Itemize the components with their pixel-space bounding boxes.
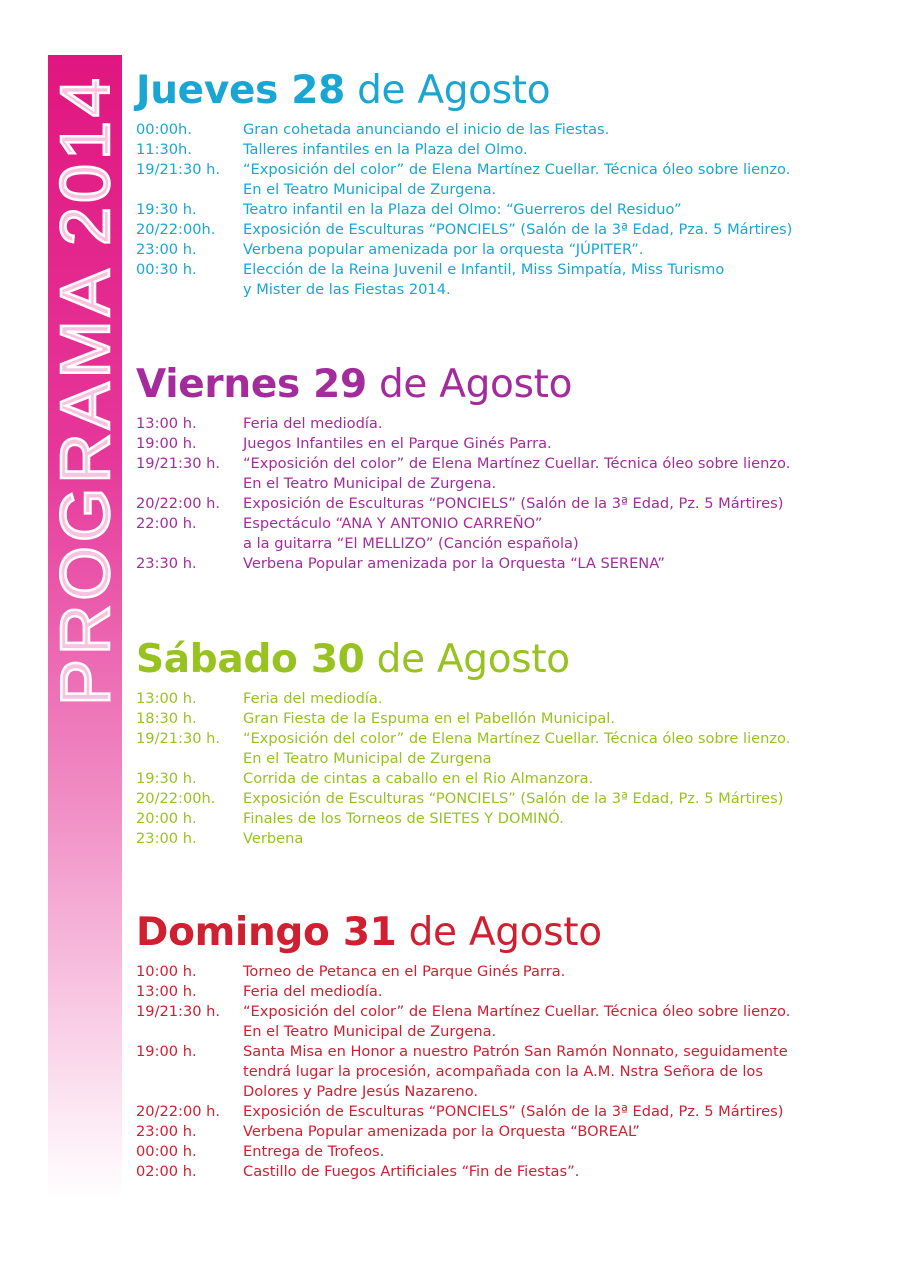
month-label: de Agosto bbox=[364, 637, 570, 682]
schedule-entry bbox=[136, 160, 792, 200]
entry-description bbox=[243, 729, 790, 769]
entry-time: 23:30 h. bbox=[136, 555, 197, 572]
entry-time: 19:00 h. bbox=[136, 1043, 197, 1060]
entry-time: 13:00 h. bbox=[136, 983, 197, 1000]
entry-description bbox=[243, 454, 790, 494]
schedule-entry bbox=[136, 729, 790, 769]
day-heading bbox=[136, 68, 792, 114]
day-name: Domingo 31 bbox=[136, 910, 397, 955]
description-line: Feria del mediodía. bbox=[243, 983, 383, 1000]
entry-description bbox=[243, 1122, 640, 1142]
entry-time: 23:00 h. bbox=[136, 830, 197, 847]
month-label: de Agosto bbox=[344, 68, 551, 113]
description-line: Exposición de Esculturas “PONCIELS” (Salón de la 3ª Edad, Pza. 5 Mártires) bbox=[243, 221, 793, 238]
entry-time: 23:00 h. bbox=[136, 241, 197, 258]
entry-description bbox=[243, 1162, 579, 1182]
description-line: En el Teatro Municipal de Zurgena. bbox=[243, 1023, 497, 1040]
description-line: a la guitarra “El MELLIZO” (Canción española) bbox=[243, 535, 579, 552]
description-line: En el Teatro Municipal de Zurgena. bbox=[243, 181, 497, 198]
entry-description bbox=[243, 554, 665, 574]
entry-time: 19/21:30 h. bbox=[136, 1003, 221, 1020]
schedule-entry bbox=[136, 709, 790, 729]
day-name: Viernes 29 bbox=[136, 362, 367, 407]
schedule-entry bbox=[136, 769, 790, 789]
description-line: Juegos Infantiles en el Parque Ginés Parra. bbox=[243, 435, 552, 452]
description-line: Exposición de Esculturas “PONCIELS” (Salón de la 3ª Edad, Pz. 5 Mártires) bbox=[243, 790, 784, 807]
sidebar-banner bbox=[48, 55, 122, 1200]
schedule-entry bbox=[136, 689, 790, 709]
entry-description bbox=[243, 829, 303, 849]
schedule-entry bbox=[136, 1122, 790, 1142]
description-line: Santa Misa en Honor a nuestro Patrón San Ramón Nonnato, seguidamente bbox=[243, 1043, 788, 1060]
entry-description bbox=[243, 140, 528, 160]
schedule-entry bbox=[136, 514, 790, 554]
day-section bbox=[136, 68, 792, 300]
entry-time: 13:00 h. bbox=[136, 415, 197, 432]
entry-time: 19/21:30 h. bbox=[136, 730, 221, 747]
schedule-entry bbox=[136, 140, 792, 160]
month-label: de Agosto bbox=[366, 362, 573, 407]
entry-description bbox=[243, 769, 593, 789]
entry-description bbox=[243, 1102, 783, 1122]
entry-time: 02:00 h. bbox=[136, 1163, 197, 1180]
description-line: En el Teatro Municipal de Zurgena bbox=[243, 750, 492, 767]
entry-description bbox=[243, 809, 564, 829]
description-line: Espectáculo “ANA Y ANTONIO CARREÑO” bbox=[243, 515, 543, 532]
day-heading bbox=[136, 637, 790, 683]
description-line: Exposición de Esculturas “PONCIELS” (Salón de la 3ª Edad, Pz. 5 Mártires) bbox=[243, 1103, 784, 1120]
entry-description bbox=[243, 514, 579, 554]
schedule-entry bbox=[136, 829, 790, 849]
description-line: Verbena bbox=[243, 830, 304, 847]
entry-description bbox=[243, 120, 609, 140]
entry-time: 00:00 h. bbox=[136, 1143, 197, 1160]
entry-time: 00:00h. bbox=[136, 121, 192, 138]
entry-time: 20/22:00h. bbox=[136, 790, 216, 807]
entry-time: 19/21:30 h. bbox=[136, 161, 221, 178]
schedule-entry bbox=[136, 434, 790, 454]
entry-time: 13:00 h. bbox=[136, 690, 197, 707]
entry-time: 19:00 h. bbox=[136, 435, 197, 452]
entry-time: 10:00 h. bbox=[136, 963, 197, 980]
entry-description bbox=[243, 789, 783, 809]
description-line: En el Teatro Municipal de Zurgena. bbox=[243, 475, 497, 492]
day-name: Jueves 28 bbox=[136, 68, 345, 113]
day-section bbox=[136, 910, 790, 1182]
entry-description bbox=[243, 1042, 788, 1102]
entry-time: 23:00 h. bbox=[136, 1123, 197, 1140]
description-line: Feria del mediodía. bbox=[243, 690, 383, 707]
description-line: Verbena popular amenizada por la orquesta “JÚPITER”. bbox=[243, 241, 644, 258]
description-line: “Exposición del color” de Elena Martínez Cuellar. Técnica óleo sobre lienzo. bbox=[243, 730, 791, 747]
entry-description bbox=[243, 982, 383, 1002]
schedule-entry bbox=[136, 220, 792, 240]
description-line: Corrida de cintas a caballo en el Rio Almanzora. bbox=[243, 770, 594, 787]
entry-time: 20/22:00h. bbox=[136, 221, 216, 238]
description-line: Dolores y Padre Jesús Nazareno. bbox=[243, 1083, 479, 1100]
description-line: Talleres infantiles en la Plaza del Olmo. bbox=[243, 141, 528, 158]
description-line: Finales de los Torneos de SIETES Y DOMINÓ. bbox=[243, 810, 564, 827]
entry-description bbox=[243, 160, 790, 200]
description-line: Entrega de Trofeos. bbox=[243, 1143, 385, 1160]
schedule-entry bbox=[136, 1142, 790, 1162]
entry-description bbox=[243, 494, 783, 514]
description-line: Gran Fiesta de la Espuma en el Pabellón Municipal. bbox=[243, 710, 615, 727]
month-label: de Agosto bbox=[396, 910, 602, 955]
day-heading bbox=[136, 910, 790, 956]
schedule-entry bbox=[136, 240, 792, 260]
description-line: y Mister de las Fiestas 2014. bbox=[243, 281, 451, 298]
entry-description bbox=[243, 260, 724, 300]
entry-time: 20:00 h. bbox=[136, 810, 197, 827]
description-line: Gran cohetada anunciando el inicio de las Fiestas. bbox=[243, 121, 610, 138]
entry-time: 20/22:00 h. bbox=[136, 1103, 221, 1120]
description-line: Verbena Popular amenizada por la Orquesta “LA SERENA” bbox=[243, 555, 665, 572]
schedule-entry bbox=[136, 454, 790, 494]
schedule-entry bbox=[136, 1162, 790, 1182]
schedule-entry bbox=[136, 120, 792, 140]
description-line: Exposición de Esculturas “PONCIELS” (Salón de la 3ª Edad, Pz. 5 Mártires) bbox=[243, 495, 784, 512]
description-line: “Exposición del color” de Elena Martínez Cuellar. Técnica óleo sobre lienzo. bbox=[243, 161, 791, 178]
entry-description bbox=[243, 962, 565, 982]
schedule-entry bbox=[136, 1002, 790, 1042]
entry-time: 19/21:30 h. bbox=[136, 455, 221, 472]
entry-description bbox=[243, 689, 383, 709]
description-line: Teatro infantil en la Plaza del Olmo: “Guerreros del Residuo” bbox=[243, 201, 682, 218]
schedule-entry bbox=[136, 982, 790, 1002]
schedule-entry bbox=[136, 494, 790, 514]
description-line: Torneo de Petanca en el Parque Ginés Parra. bbox=[243, 963, 566, 980]
schedule-entry bbox=[136, 1042, 790, 1102]
description-line: tendrá lugar la procesión, acompañada con la A.M. Nstra Señora de los bbox=[243, 1063, 763, 1080]
schedule-entry bbox=[136, 962, 790, 982]
entry-time: 11:30h. bbox=[136, 141, 192, 158]
description-line: Feria del mediodía. bbox=[243, 415, 383, 432]
entry-description bbox=[243, 200, 682, 220]
description-line: “Exposición del color” de Elena Martínez Cuellar. Técnica óleo sobre lienzo. bbox=[243, 1003, 791, 1020]
entry-time: 18:30 h. bbox=[136, 710, 197, 727]
entry-description bbox=[243, 414, 383, 434]
entry-description bbox=[243, 1002, 790, 1042]
description-line: Castillo de Fuegos Artificiales “Fin de Fiestas”. bbox=[243, 1163, 580, 1180]
day-section bbox=[136, 362, 790, 574]
entry-time: 22:00 h. bbox=[136, 515, 197, 532]
day-section bbox=[136, 637, 790, 849]
schedule-entry bbox=[136, 789, 790, 809]
day-name: Sábado 30 bbox=[136, 637, 365, 682]
day-heading bbox=[136, 362, 790, 408]
schedule-entry bbox=[136, 1102, 790, 1122]
entry-time: 19:30 h. bbox=[136, 770, 197, 787]
schedule-entry bbox=[136, 414, 790, 434]
schedule-entry bbox=[136, 200, 792, 220]
entry-description bbox=[243, 709, 615, 729]
entry-time: 00:30 h. bbox=[136, 261, 197, 278]
entry-description bbox=[243, 220, 792, 240]
schedule-entry bbox=[136, 554, 790, 574]
sidebar-title: PROGRAMA 2014 bbox=[46, 74, 124, 706]
description-line: “Exposición del color” de Elena Martínez Cuellar. Técnica óleo sobre lienzo. bbox=[243, 455, 791, 472]
entry-time: 19:30 h. bbox=[136, 201, 197, 218]
schedule-entry bbox=[136, 809, 790, 829]
description-line: Elección de la Reina Juvenil e Infantil, Miss Simpatía, Miss Turismo bbox=[243, 261, 725, 278]
entry-description bbox=[243, 434, 552, 454]
entry-description bbox=[243, 240, 643, 260]
schedule-entry bbox=[136, 260, 792, 300]
entry-time: 20/22:00 h. bbox=[136, 495, 221, 512]
entry-description bbox=[243, 1142, 384, 1162]
description-line: Verbena Popular amenizada por la Orquesta “BOREAL” bbox=[243, 1123, 640, 1140]
